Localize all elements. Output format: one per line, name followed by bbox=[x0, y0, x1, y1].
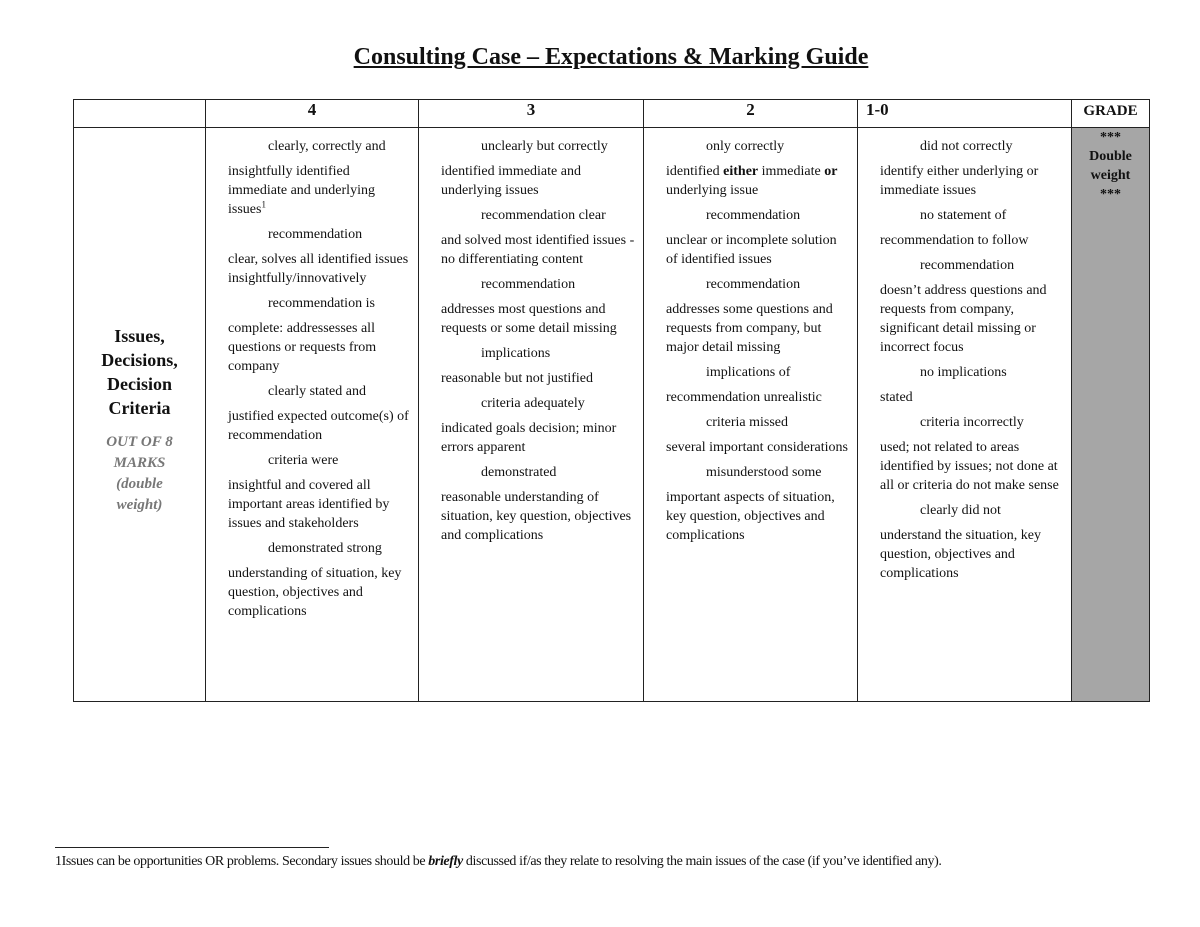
header-grade: GRADE bbox=[1072, 100, 1150, 128]
header-level-1-0: 1-0 bbox=[858, 100, 1072, 128]
header-empty bbox=[74, 100, 206, 128]
level-3-item: criteria adequately indicated goals decision; minor errors apparent bbox=[441, 396, 617, 455]
level-3-item: unclearly but correctly identified immediate and underlying issues bbox=[441, 139, 608, 198]
level-4-item: clearly, correctly and insightfully identified immediate and underlying issues$^1$ bbox=[228, 139, 386, 217]
level-3-item: recommendation addresses most questions and requests or some detail missing bbox=[441, 277, 617, 336]
level-4-item: demonstrated strong understanding of situation, key question, objectives and complications bbox=[228, 541, 402, 619]
level-3-item: recommendation clear and solved most identified issues - no differentiating content bbox=[441, 208, 635, 267]
level-4-cell bbox=[206, 128, 419, 702]
level-2-item: misunderstood some important aspects of situation, key question, objectives and complications bbox=[666, 465, 835, 543]
criterion-cell bbox=[74, 128, 206, 702]
header-level-4: 4 bbox=[206, 100, 419, 128]
footnote-separator bbox=[55, 847, 329, 848]
level-1-0-item: no implications stated bbox=[880, 365, 1007, 405]
header-row bbox=[74, 100, 1150, 128]
footnote-emphasis: briefly bbox=[428, 854, 463, 869]
marking-guide-table bbox=[73, 99, 1150, 702]
level-2-item: recommendation addresses some questions and requests from company, but major detail missing bbox=[666, 277, 833, 355]
footnote-number: 1 bbox=[55, 854, 62, 869]
grade-stars-bottom: *** bbox=[1100, 187, 1121, 202]
level-1-0-item: criteria incorrectly used; not related to areas identified by issues; not done at all or criteria do not make sense bbox=[880, 415, 1059, 493]
level-4-item: clearly stated and justified expected outcome(s) of recommendation bbox=[228, 384, 409, 443]
page-title: Consulting Case – Expectations & Marking Guide bbox=[353, 44, 869, 70]
grade-weight: weight bbox=[1090, 168, 1131, 183]
level-3-item: implications reasonable but not justified bbox=[441, 346, 594, 386]
level-1-0-item: did not correctly identify either underlying or immediate issues bbox=[880, 139, 1039, 198]
level-2-item: implications of recommendation unrealistic bbox=[666, 365, 822, 405]
criterion-marks: OUT OF 8 MARKS (double weight) bbox=[106, 433, 173, 513]
header-level-3: 3 bbox=[419, 100, 644, 128]
grade-cell bbox=[1072, 128, 1150, 702]
level-3-item: demonstrated reasonable understanding of situation, key question, objectives and complications bbox=[441, 465, 632, 543]
grade-stars-top: *** bbox=[1100, 130, 1121, 145]
level-1-0-item: no statement of recommendation to follow bbox=[880, 208, 1029, 248]
header-level-2: 2 bbox=[644, 100, 858, 128]
level-2-item: criteria missed several important considerations bbox=[666, 415, 848, 455]
level-4-item: criteria were insightful and covered all important areas identified by issues and stakeholders bbox=[228, 453, 390, 531]
level-1-0-item: recommendation doesn’t address questions and requests from company, significant detail missing or incorrect focus bbox=[880, 258, 1047, 355]
level-4-item: recommendation clear, solves all identified issues insightfully/innovatively bbox=[228, 227, 409, 286]
grade-double: Double bbox=[1089, 149, 1132, 164]
criterion-row bbox=[74, 128, 1150, 702]
footnote: 1Issues can be opportunities OR problems. Secondary issues should be briefly discussed if/as they relate to resolving the main issues of the case (if you’ve identified any). bbox=[55, 854, 942, 869]
level-1-0-item: clearly did not understand the situation, key question, objectives and complications bbox=[880, 503, 1041, 581]
criterion-name: Issues, Decisions, Decision Criteria bbox=[101, 325, 178, 418]
level-2-item: recommendation unclear or incomplete solution of identified issues bbox=[666, 208, 837, 267]
level-2-cell bbox=[644, 128, 858, 702]
level-2-item: only correctly identified either immediate or underlying issue bbox=[666, 139, 838, 198]
level-4-item: recommendation is complete: addressesses all questions or requests from company bbox=[228, 296, 377, 374]
level-1-0-cell bbox=[858, 128, 1072, 702]
level-3-cell bbox=[419, 128, 644, 702]
